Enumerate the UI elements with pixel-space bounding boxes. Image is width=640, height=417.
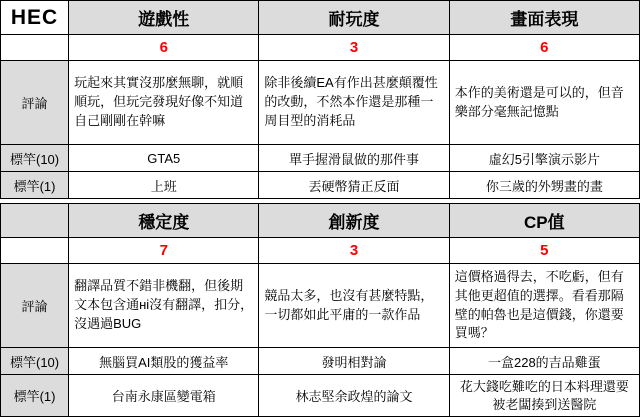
row-label-comment-2: 評論: [1, 264, 69, 348]
bench-10-cell-2: 單手握滑鼠做的那件事: [259, 145, 449, 172]
bench-1-cell-2: 丟硬幣猜正反面: [259, 172, 449, 199]
block-2-bench1-row: [1, 375, 640, 417]
bench-10-cell-3: 虛幻5引擎演示影片: [449, 145, 639, 172]
block-1-score-row: [1, 35, 640, 61]
score-row-label: [1, 35, 69, 61]
bench-1-cell-3: 你三歲的外甥畫的畫: [449, 172, 639, 199]
row-label-comment: 評論: [1, 61, 69, 145]
bench-10-cell-6: 一盒228的吉品雞蛋: [449, 348, 639, 375]
comment-cell-2: 除非後續EA有作出甚麼顛覆性的改動，不然本作還是那種一周目型的消耗品: [259, 61, 449, 145]
bench-1-cell-1: 上班: [69, 172, 259, 199]
block-2-score-row: [1, 238, 640, 264]
score-value-1: 6: [69, 35, 259, 61]
row-label-bench-1-2: 標竿(1): [1, 375, 69, 417]
block-1-bench10-row: [1, 145, 640, 172]
score-value-2: 3: [259, 35, 449, 61]
block-1-table: [0, 0, 640, 199]
comment-cell-4: 翻譯品質不錯非機翻，但後期文本包含通ні沒有翻譯，扣分，沒遇過BUG: [69, 264, 259, 348]
block-2-comment-row: [1, 264, 640, 348]
category-header-3: 畫面表現: [449, 1, 639, 35]
block-1-bench1-row: [1, 172, 640, 199]
comment-cell-3: 本作的美術還是可以的，但音樂部分毫無記憶點: [449, 61, 639, 145]
score-value-5: 3: [259, 238, 449, 264]
block-2-header-row: [1, 204, 640, 238]
category-header-6: CP值: [449, 204, 639, 238]
block-2-table: [0, 203, 640, 417]
bench-1-cell-6: 花大錢吃難吃的日本料理還要被老闆揍到送醫院: [449, 375, 639, 417]
bench-1-cell-4: 台南永康區變電箱: [69, 375, 259, 417]
bench-1-cell-5: 林志堅余政煌的論文: [259, 375, 449, 417]
bench-10-cell-5: 發明相對論: [259, 348, 449, 375]
block-2-bench10-row: [1, 348, 640, 375]
block-2-corner: [1, 204, 69, 238]
category-header-2: 耐玩度: [259, 1, 449, 35]
score-value-3: 6: [449, 35, 639, 61]
score-row-label-2: [1, 238, 69, 264]
row-label-bench-10: 標竿(10): [1, 145, 69, 172]
score-value-6: 5: [449, 238, 639, 264]
score-value-4: 7: [69, 238, 259, 264]
bench-10-cell-1: GTA5: [69, 145, 259, 172]
category-header-4: 穩定度: [69, 204, 259, 238]
block-1-header-row: [1, 1, 640, 35]
brand-title: HEC: [1, 1, 69, 35]
comment-cell-5: 競品太多，也沒有甚麼特點，一切都如此平庸的一款作品: [259, 264, 449, 348]
bench-10-cell-4: 無腦買AI類股的獲益率: [69, 348, 259, 375]
comment-cell-1: 玩起來其實沒那麼無聊，就順順玩，但玩完發現好像不知道自己剛剛在幹嘛: [69, 61, 259, 145]
comment-cell-6: 這價格過得去，不吃虧，但有其他更超值的選擇。看看那隔壁的帕魯也是這價錢，你還要買嗎？: [449, 264, 639, 348]
row-label-bench-10-2: 標竿(10): [1, 348, 69, 375]
block-1-comment-row: [1, 61, 640, 145]
row-label-bench-1: 標竿(1): [1, 172, 69, 199]
category-header-1: 遊戲性: [69, 1, 259, 35]
category-header-5: 創新度: [259, 204, 449, 238]
